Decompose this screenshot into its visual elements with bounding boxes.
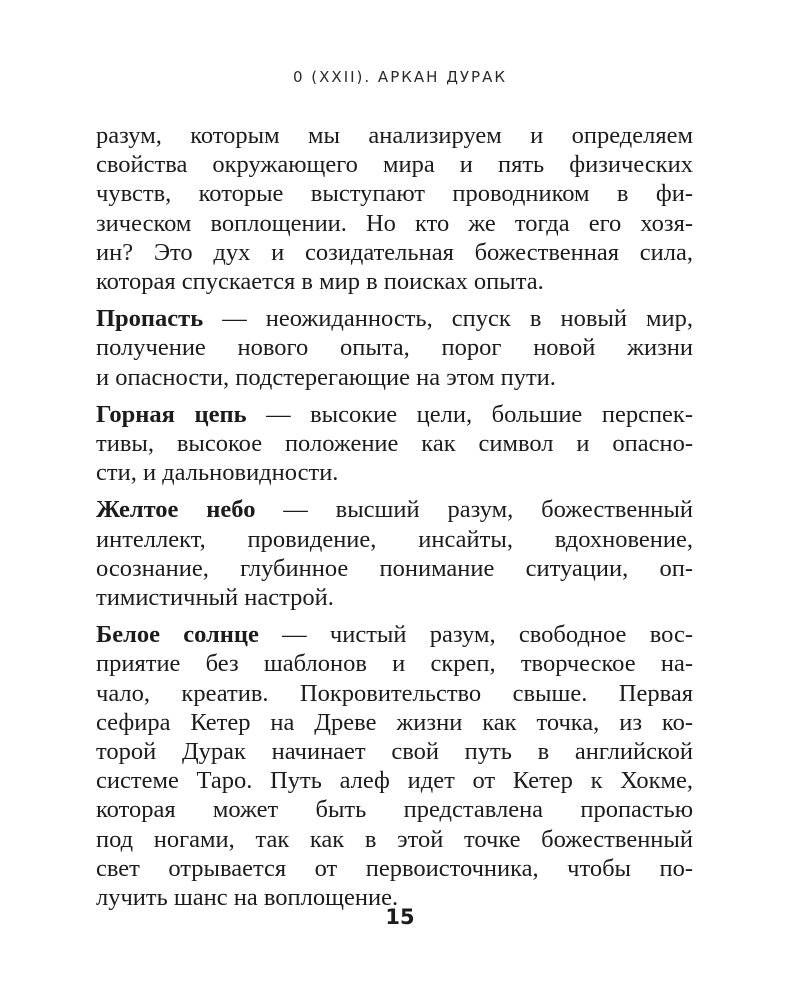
- term-label: Пропасть: [96, 305, 204, 333]
- text-line: интеллект, провидение, инсайты, вдохновение,: [96, 525, 693, 553]
- term-label: Горная цепь: [96, 400, 247, 428]
- text-line: [96, 400, 693, 429]
- text-line: получение нового опыта, порог новой жизни: [96, 334, 693, 362]
- text-line: свойства окружающего мира и пять физических: [96, 151, 693, 179]
- text-line: [96, 495, 693, 524]
- text-line: разум, которым мы анализируем и определяем: [96, 122, 693, 149]
- term-definition: — чистый разум, свободное вос-: [258, 621, 693, 649]
- text-line: лучить шанс на воплощение.: [96, 884, 399, 912]
- text-line: которая может быть представлена пропастью: [96, 796, 693, 824]
- term-label: Белое солнце: [96, 621, 259, 649]
- paragraph-spacer: [96, 296, 693, 304]
- text-line: чувств, которые выступают проводником в фи-: [96, 180, 693, 208]
- text-line: ин? Это дух и созидательная божественная сила,: [96, 238, 693, 266]
- paragraph-spacer: [96, 612, 693, 620]
- term-label: Желтое небо: [96, 496, 256, 524]
- page-number: 15: [385, 905, 415, 929]
- text-line: которая спускается в мир в поисках опыта.: [96, 268, 544, 296]
- body-text: [96, 121, 693, 912]
- text-line: сефира Кетер на Древе жизни как точка, из ко-: [96, 708, 693, 736]
- paragraph-spacer: [96, 487, 693, 495]
- text-line: системе Таро. Путь алеф идет от Кетер к Хокме,: [96, 767, 693, 795]
- text-line: и опасности, подстерегающие на этом пути.: [96, 363, 556, 391]
- term-definition: — высокие цели, большие перспек-: [246, 400, 693, 428]
- text-line: торой Дурак начинает свой путь в английской: [96, 738, 693, 766]
- text-line: [96, 620, 693, 649]
- text-line: под ногами, так как в этой точке божественный: [96, 825, 693, 853]
- text-line: свет отрывается от первоисточника, чтобы по-: [96, 854, 693, 882]
- text-line: приятие без шаблонов и скреп, творческое на-: [96, 650, 693, 678]
- term-definition: — неожиданность, спуск в новый мир,: [203, 305, 693, 333]
- text-line: осознание, глубинное понимание ситуации, оп-: [96, 554, 693, 582]
- text-line: [96, 304, 693, 333]
- paragraph-spacer: [96, 392, 693, 400]
- running-title: 0 (XXII). АРКАН ДУРАК: [292, 68, 508, 86]
- text-line: зическом воплощении. Но кто же тогда его хозя-: [96, 209, 693, 237]
- text-line: тивы, высокое положение как символ и опасно-: [96, 430, 693, 458]
- text-line: сти, и дальновидности.: [96, 459, 339, 487]
- text-line: чало, креатив. Покровительство свыше. Первая: [96, 679, 693, 707]
- term-definition: — высший разум, божественный: [255, 496, 693, 524]
- text-line: тимистичный настрой.: [96, 584, 334, 612]
